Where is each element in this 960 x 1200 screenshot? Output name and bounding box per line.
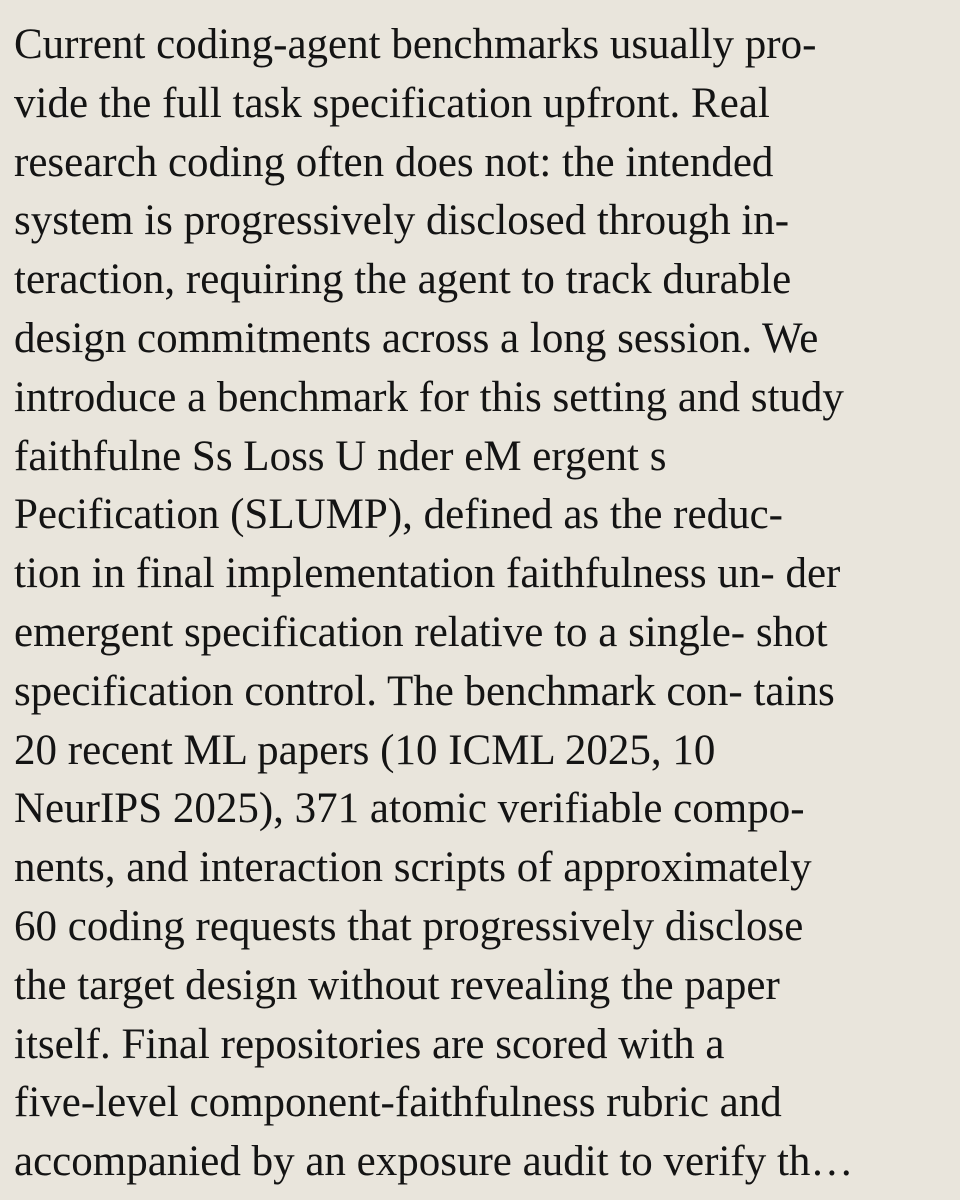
abstract-paragraph	[14, 16, 954, 1192]
text-line: teraction, requiring the agent to track durable	[14, 256, 792, 304]
text-line: system is progressively disclosed through in-	[14, 197, 790, 245]
text-line: emergent specification relative to a single- shot	[14, 608, 828, 656]
text-line: accompanied by an exposure audit to verify th…	[14, 1138, 854, 1186]
text-line: tion in final implementation faithfulness un- der	[14, 550, 841, 598]
text-line: 60 coding requests that progressively disclose	[14, 902, 804, 950]
text-line: vide the full task specification upfront. Real	[14, 79, 770, 127]
text-line: Current coding-agent benchmarks usually pro-	[14, 21, 817, 68]
text-line: the target design without revealing the paper	[14, 961, 780, 1009]
text-line: NeurIPS 2025), 371 atomic verifiable compo-	[14, 785, 805, 833]
text-line: itself. Final repositories are scored with a	[14, 1020, 725, 1068]
text-line: specification control. The benchmark con- tains	[14, 667, 835, 715]
text-line: faithfulne Ss Loss U nder eM ergent s	[14, 432, 667, 480]
text-line: introduce a benchmark for this setting and study	[14, 373, 844, 421]
text-line: design commitments across a long session. We	[14, 314, 819, 362]
text-line: five-level component-faithfulness rubric and	[14, 1079, 782, 1127]
text-line: research coding often does not: the intended	[14, 138, 774, 186]
text-line: Pecification (SLUMP), defined as the reduc-	[14, 491, 783, 539]
text-line: 20 recent ML papers (10 ICML 2025, 10	[14, 726, 716, 774]
text-line: nents, and interaction scripts of approximately	[14, 844, 812, 892]
